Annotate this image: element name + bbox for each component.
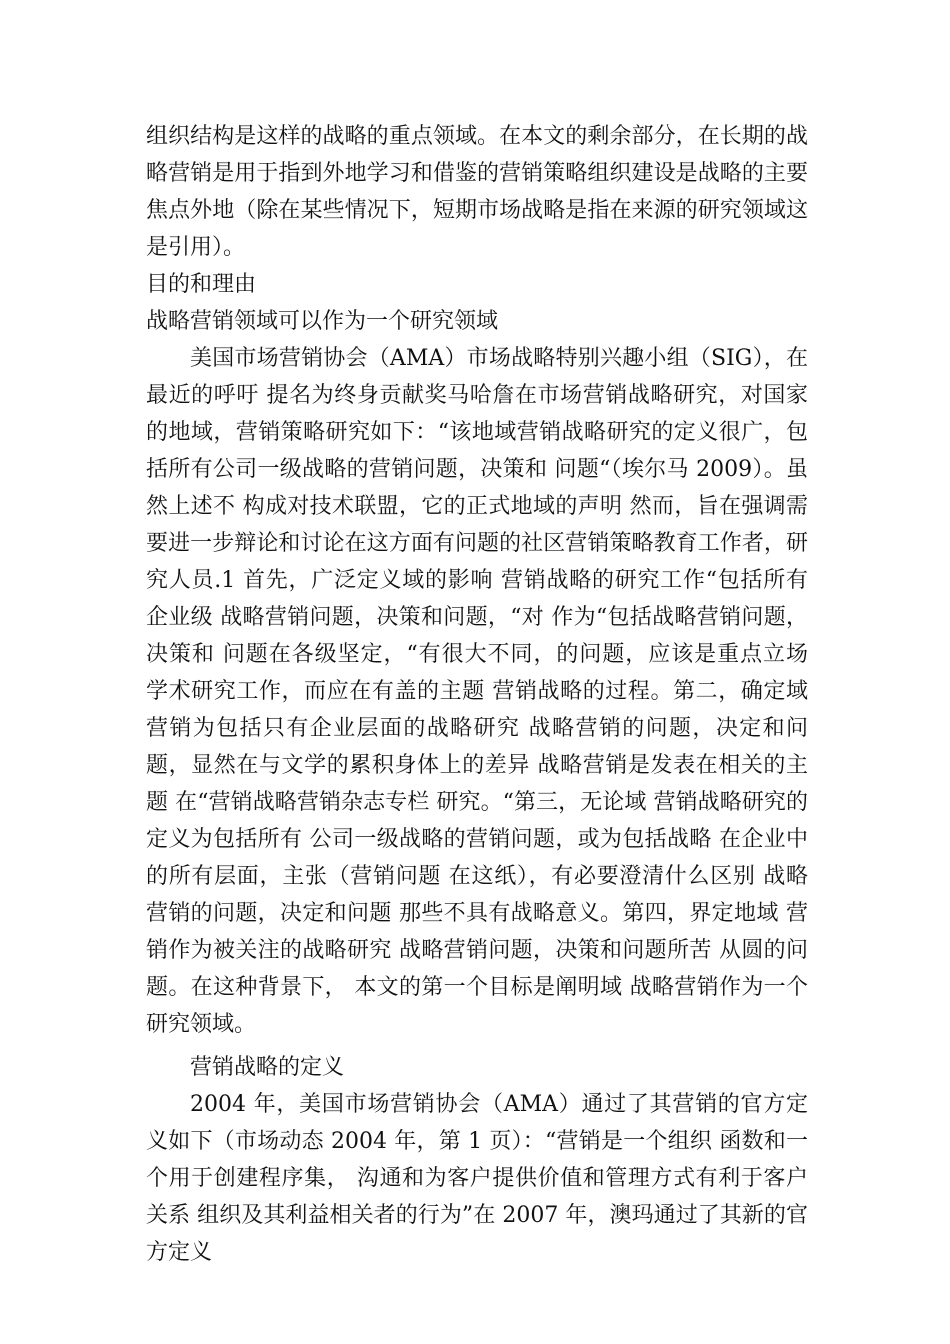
paragraph-ama-sig: 美国市场营销协会（AMA）市场战略特别兴趣小组（SIG），在最近的呼吁 提名为终身贡献奖马哈詹在市场营销战略研究，对国家的地域，营销策略研究如下：“该地域营销战略研究的定义很广，包括所有公司一级战略的营销问题，决策和 问题“（埃尔马 2009）。虽然上述不 构成对技术联盟，它的正式地域的声明 然而，旨在强调需要进一步辩论和讨论在这方面有问题的社区营销策略教育工作者，研究人员.1 首先，广泛定义域的影响 营销战略的研究工作“包括所有企业级 战略营销问题，决策和问题，“对 作为“包括战略营销问题，决策和 问题在各级坚定，“有很大不同，的问题，应该是重点立场 学术研究工作，而应在有盖的主题 营销战略的过程。第二，确定域 营销为包括只有企业层面的战略研究 战略营销的问题，决定和问题，显然在与文学的累积身体上的差异 战略营销是发表在相关的主题 在“营销战略营销杂志专栏 研究。“第三，无论域 营销战略研究的定义为包括所有 公司一级战略的营销问题，或为包括战略 在企业中的所有层面，主张（营销问题 在这纸），有必要澄清什么区别 战略营销的问题，决定和问题 那些不具有战略意义。第四，界定地域 营销作为被关注的战略研究 战略营销问题，决策和问题所苦 从圆的问题。在这种背景下， 本文的第一个目标是阐明域 战略营销作为一个研究领域。 xyxy=(146,346,808,1037)
section-heading-field: 战略营销领域可以作为一个研究领域 xyxy=(146,309,499,334)
paragraph-ama-definition: 2004 年，美国市场营销协会（AMA）通过了其营销的官方定义如下（市场动态 2004 年，第 1 页）：“营销是一个组织 函数和一个用于创建程序集， 沟通和为客户提供价值和管理方式有利于客户关系 组织及其利益相关者的行为”在 2007 年，澳玛通过了其新的官方定义 xyxy=(146,1092,808,1265)
document-body xyxy=(146,118,808,1271)
section-heading-definition: 营销战略的定义 xyxy=(190,1055,345,1080)
paragraph-intro: 组织结构是这样的战略的重点领域。在本文的剩余部分，在长期的战略营销是用于指到外地学习和借鉴的营销策略组织建设是战略的主要焦点外地（除在某些情况下，短期市场战略是指在来源的研究领域这是引用）。 xyxy=(146,124,808,260)
section-heading-purpose: 目的和理由 xyxy=(146,272,257,297)
